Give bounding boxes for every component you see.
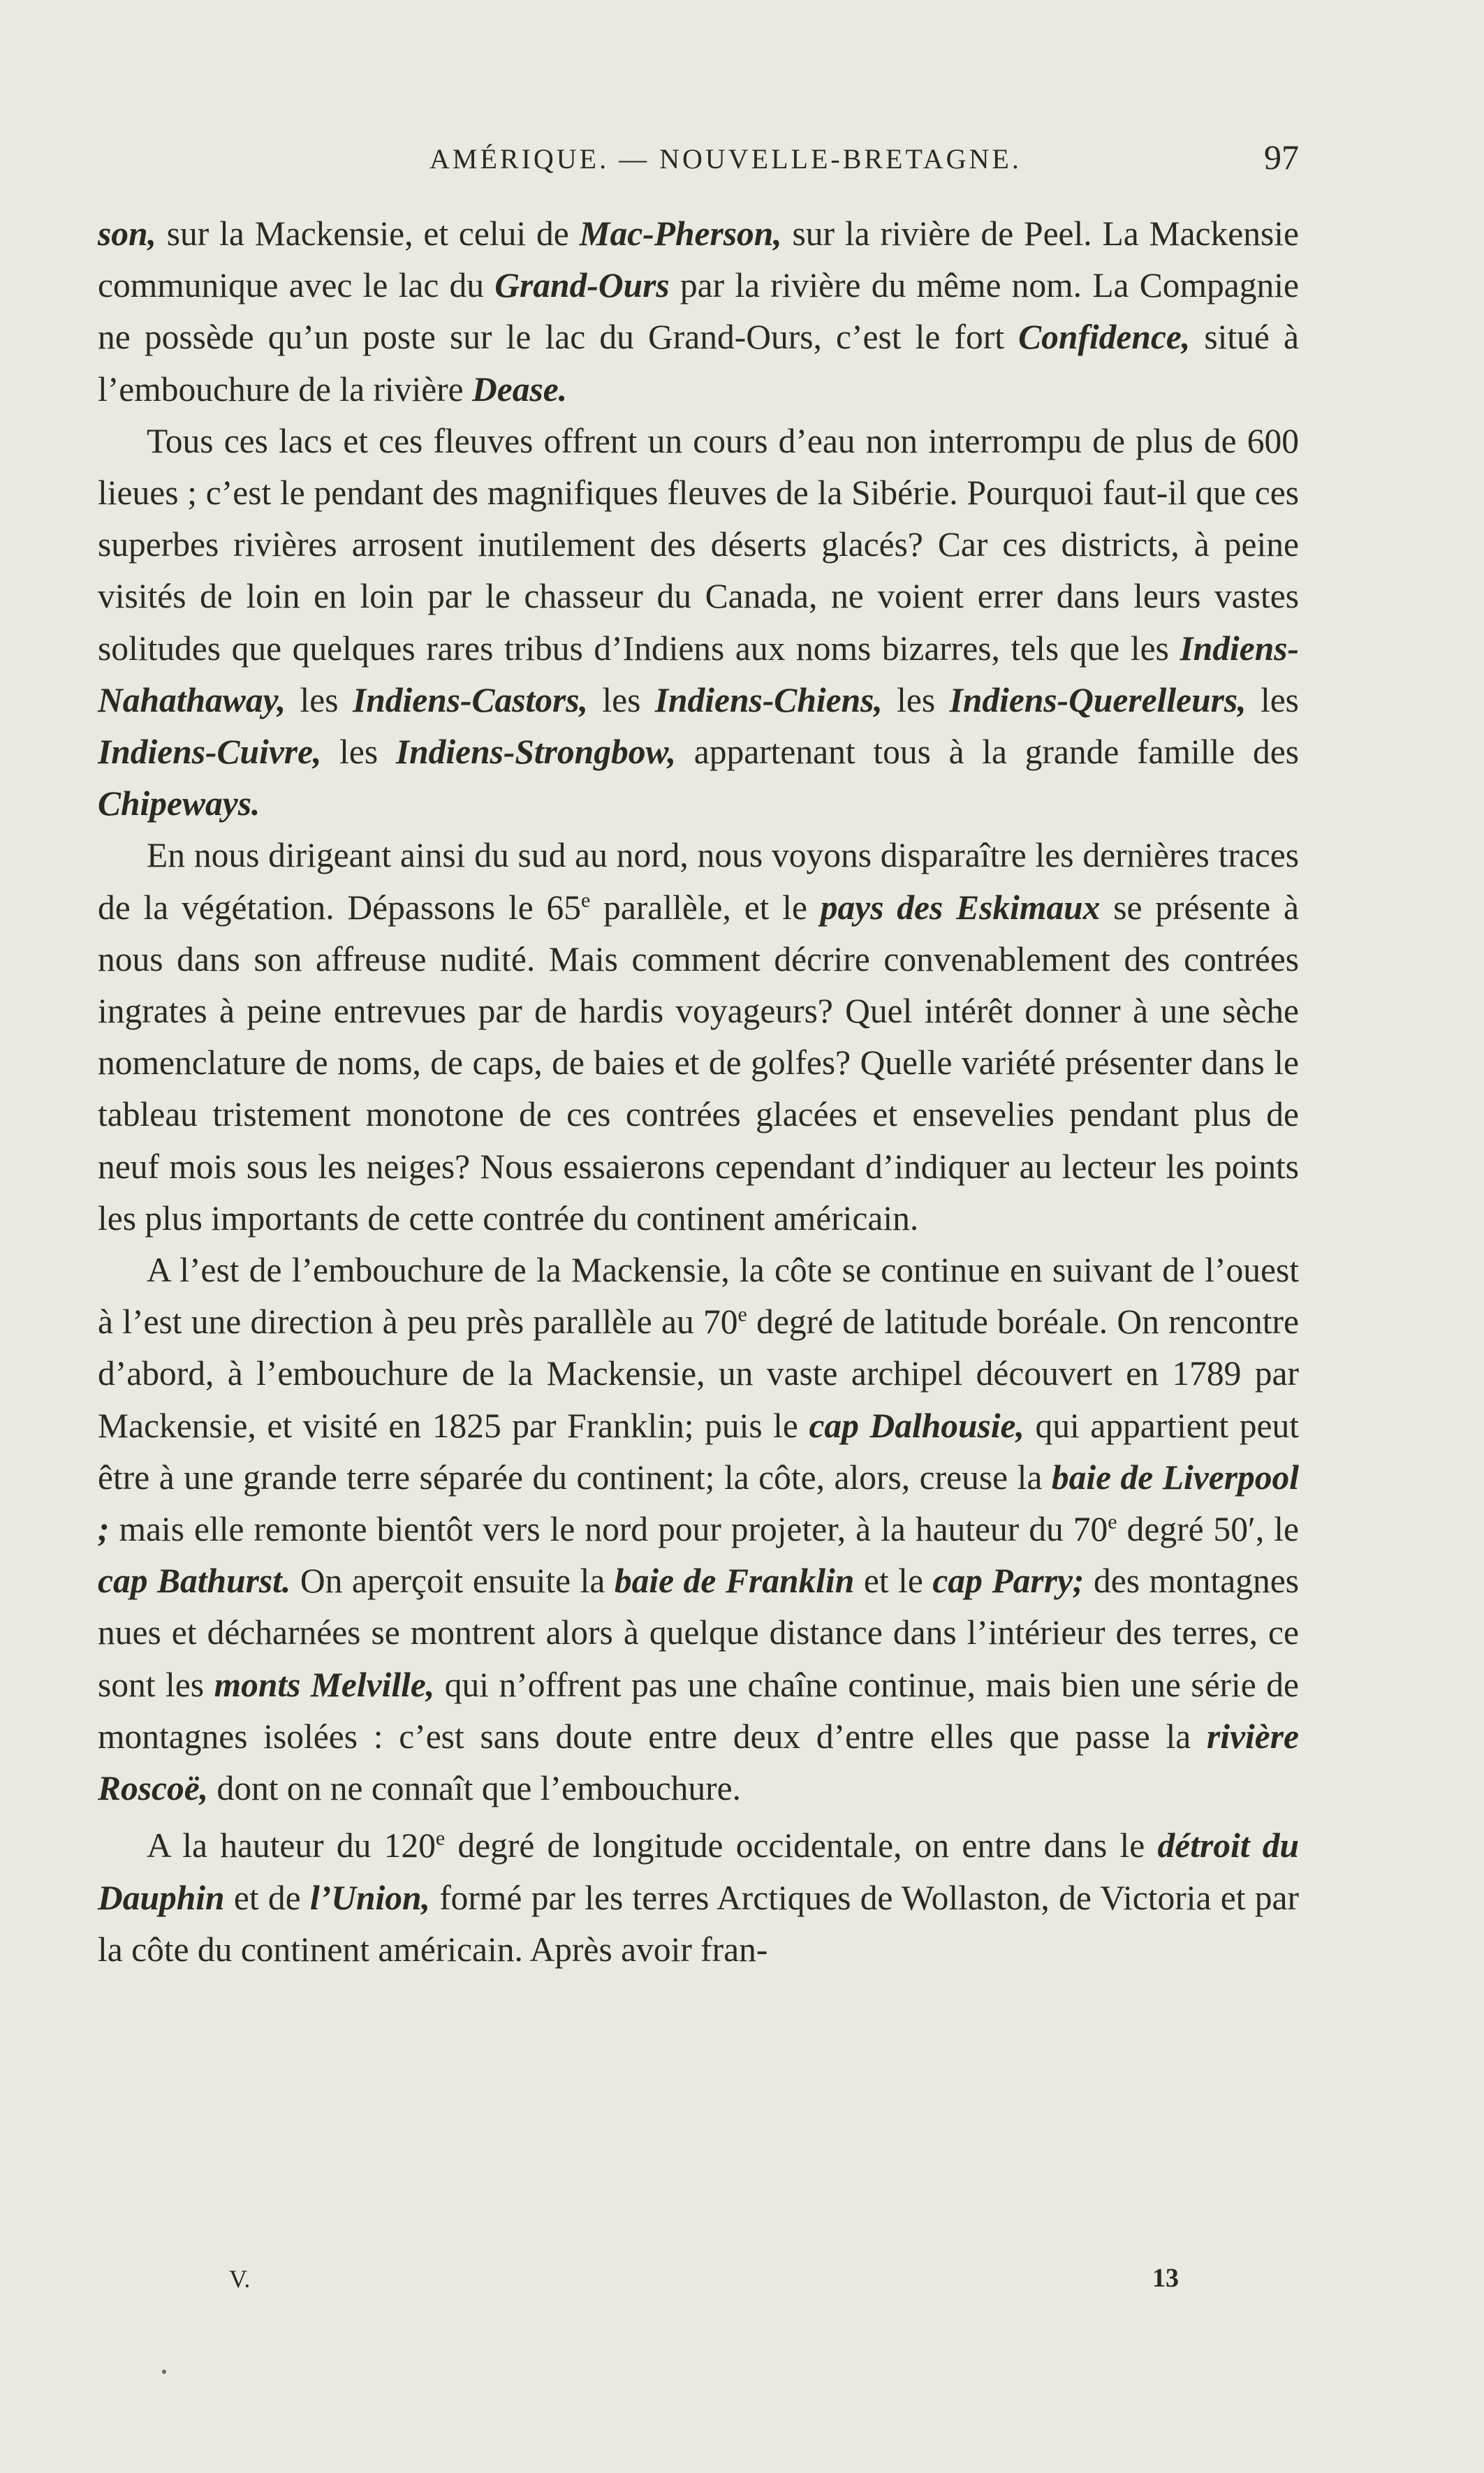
paragraph [98,830,1299,1245]
italic-term: Indiens-Nahathaway, [98,629,1299,719]
italic-term: rivière Roscoë, [98,1717,1299,1808]
text-run: appartenant tous à la grande famille des [676,733,1299,772]
text-run: les [286,680,353,719]
text-run: et de [224,1878,310,1917]
text-run: parallèle, et le [590,888,821,927]
sheet-number: 13 [1152,2263,1179,2293]
paragraph [98,416,1299,830]
text-run: les [1246,680,1299,719]
italic-term: Mac-Pherson, [579,214,782,253]
text-run: degré de longitude occidentale, on entre dans le [445,1826,1158,1865]
page-number: 97 [1264,138,1299,177]
paragraph [98,208,1299,416]
text-run: degré de latitude boréale. On rencontre d’abord, à l’embouchure de la Mackensie, un vaste archipel découvert en 1789 par Mackensie, et visité en 1825 par Franklin; puis le [98,1302,1299,1445]
italic-term: baie de Liverpool ; [98,1458,1299,1549]
paragraph [98,1245,1299,1814]
italic-term: l’Union, [309,1878,430,1917]
text-run: les [321,733,396,772]
italic-term: cap Dalhousie, [809,1406,1024,1445]
text-run: formé par les terres Arctiques de Wollaston, de Victoria et par la côte du continent américain. Après avoir fran- [98,1878,1299,1969]
italic-term: baie de Franklin [614,1562,855,1601]
text-run: par la rivière du même nom. La Compagnie ne possède qu’un poste sur le lac du Grand-Ours, c’est le fort [98,266,1299,357]
page-header [98,137,1299,186]
italic-term: Dease. [472,369,568,409]
italic-term: Indiens-Cuivre, [98,733,322,772]
italic-term: Indiens-Castors, [352,680,588,719]
italic-term: Confidence, [1018,318,1191,357]
text-run: qui appartient peut être à une grande terre séparée du continent; la côte, alors, creuse la [98,1406,1299,1497]
text-run: qui n’offrent pas une chaîne continue, mais bien une série de montagnes isolées : c’est sans doute entre deux d’entre elles que passe la [98,1665,1299,1756]
ordinal-suffix: e [581,888,591,912]
text-run: et le [854,1562,933,1601]
running-head: AMÉRIQUE. — NOUVELLE-BRETAGNE. [429,143,1022,175]
paragraph [98,1820,1299,1976]
italic-term: cap Parry; [932,1562,1085,1601]
paper-speck [162,2370,166,2374]
ordinal-suffix: e [1108,1510,1117,1534]
italic-term: Indiens-Strongbow, [395,733,677,772]
text-run: situé à l’embouchure de la rivière [98,318,1300,409]
italic-term: pays des Eskimaux [820,888,1101,927]
text-run: A la hauteur du 120 [147,1826,436,1865]
italic-term: cap Bathurst. [98,1562,291,1601]
text-run: les [882,680,950,719]
text-run: sur la Mackensie, et celui de [156,214,580,253]
text-run: se présente à nous dans son affreuse nudité. Mais comment décrire convenablement des contrées ingrates à peine entrevues par de hardis voyageurs? Quel intérêt donner à une sèche nomenclature de noms, de caps, de baies et de golfes? Quelle variété présenter dans le tableau tristement monotone de ces contrées glacées et ensevelies pendant plus de neuf mois sous les neiges? Nous essaierons cependant d’indiquer au lecteur les points les plus importants de cette contrée du continent américain. [98,888,1299,1238]
text-run: En nous dirigeant ainsi du sud au nord, nous voyons disparaître les dernières traces de la végétation. Dépassons le 65 [98,836,1299,927]
italic-term: monts Melville, [214,1665,435,1704]
ordinal-suffix: e [737,1302,747,1326]
italic-term: Indiens-Chiens, [654,680,883,719]
italic-term: Grand-Ours [494,266,670,305]
text-run: dont on ne connaît que l’embouchure. [208,1769,742,1808]
text-run: sur la rivière de Peel. La Mackensie communique avec le lac du [98,214,1299,305]
text-run: On aperçoit ensuite la [291,1562,615,1601]
italic-term: détroit du Dauphin [98,1826,1300,1917]
text-run: des montagnes nues et décharnées se montrent alors à quelque distance dans l’intérieur des terres, ce sont les [98,1562,1299,1704]
italic-term: son, [98,214,156,253]
body-text [98,208,1299,1976]
text-run: les [587,680,655,719]
signature-mark: V. [229,2265,251,2293]
text-run: A l’est de l’embouchure de la Mackensie, la côte se continue en suivant de l’ouest à l’est une direction à peu près parallèle au 70 [98,1251,1299,1342]
text-run: Tous ces lacs et ces fleuves offrent un cours d’eau non interrompu de plus de 600 lieues ; c’est le pendant des magnifiques fleuves de la Sibérie. Pourquoi faut-il que ces superbes rivières arrosent inutilement des déserts glacés? Car ces districts, à peine visités de loin en loin par le chasseur du Canada, ne voient errer dans leurs vastes solitudes que quelques rares tribus d’Indiens aux noms bizarres, tels que les [98,421,1299,668]
italic-term: Indiens-Querelleurs, [949,680,1247,719]
ordinal-suffix: e [435,1826,446,1850]
italic-term: Chipeways. [98,784,260,823]
text-run: mais elle remonte bientôt vers le nord pour projeter, à la hauteur du 70 [109,1510,1108,1549]
text-run: degré 50′, le [1117,1510,1299,1549]
